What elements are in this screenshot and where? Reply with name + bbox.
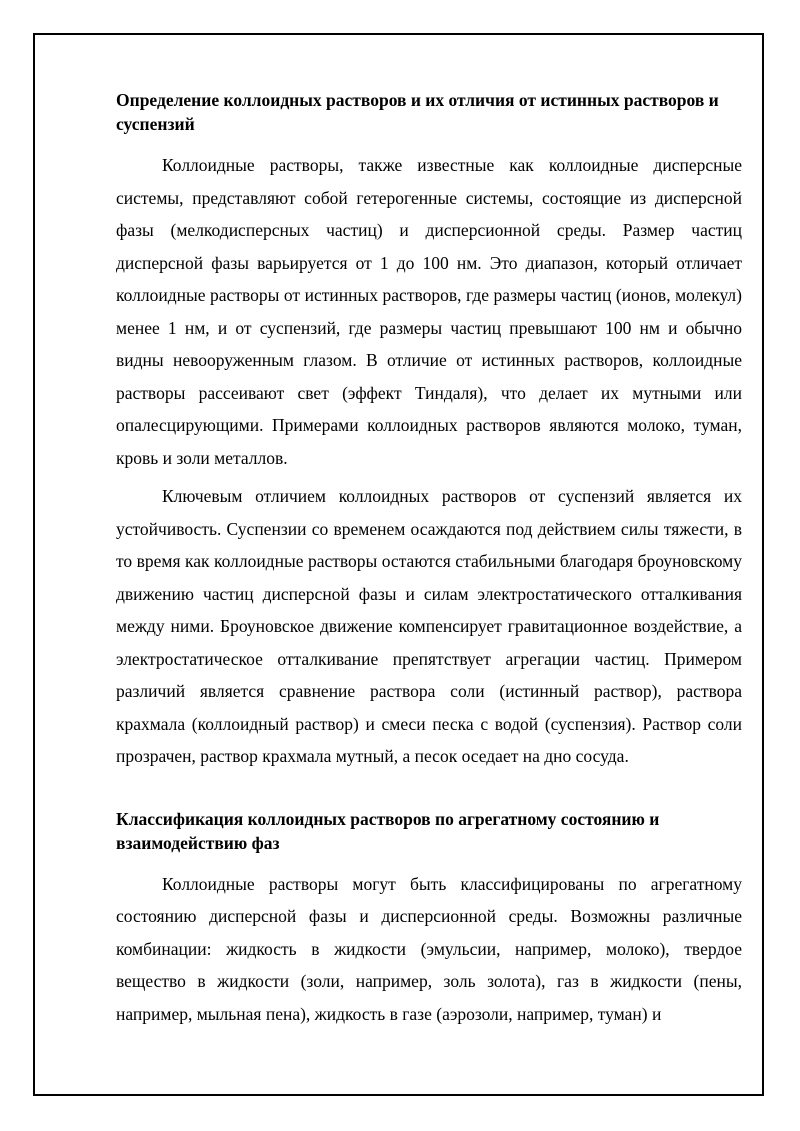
paragraph-definition: Коллоидные растворы, также известные как коллоидные дисперсные системы, представляют собой гетерогенные системы, состоящие из дисперсной фазы (мелкодисперсных частиц) и дисперсионной среды. Размер частиц дисперсной фазы варьируется от 1 до 100 нм. Это диапазон, который отличает коллоидные растворы от истинных растворов, где размеры частиц (ионов, молекул) менее 1 нм, и от суспензий, где размеры частиц превышают 100 нм и обычно видны невооруженным глазом. В отличие от истинных растворов, коллоидные растворы рассеивают свет (эффект Тиндаля), что делает их мутными или опалесцирующими. Примерами коллоидных растворов являются молоко, туман, кровь и золи металлов.: [116, 155, 742, 468]
document-body: [116, 88, 742, 1036]
paragraph-classification: Коллоидные растворы могут быть классифицированы по агрегатному состоянию дисперсной фазы и дисперсионной среды. Возможны различные комбинации: жидкость в жидкости (эмульсии, например, молоко), твердое вещество в жидкости (золи, например, золь золота), газ в жидкости (пены, например, мыльная пена), жидкость в газе (аэрозоли, например, туман) и: [116, 873, 742, 1024]
paragraph-stability: Ключевым отличием коллоидных растворов от суспензий является их устойчивость. Суспензии со временем осаждаются под действием силы тяжести, в то время как коллоидные растворы остаются стабильными благодаря броуновскому движению частиц дисперсной фазы и силам электростатического отталкивания между ними. Броуновское движение компенсирует гравитационное воздействие, а электростатическое отталкивание препятствует агрегации частиц. Примером различий является сравнение раствора соли (истинный раствор), раствора крахмала (коллоидный раствор) и смеси песка с водой (суспензия). Раствор соли прозрачен, раствор крахмала мутный, а песок оседает на дно сосуда.: [116, 486, 742, 766]
section-heading-classification: Классификация коллоидных растворов по агрегатному состоянию и взаимодействию фаз: [116, 808, 660, 853]
section-heading-definition: Определение коллоидных растворов и их отличия от истинных растворов и суспензий: [116, 90, 719, 134]
